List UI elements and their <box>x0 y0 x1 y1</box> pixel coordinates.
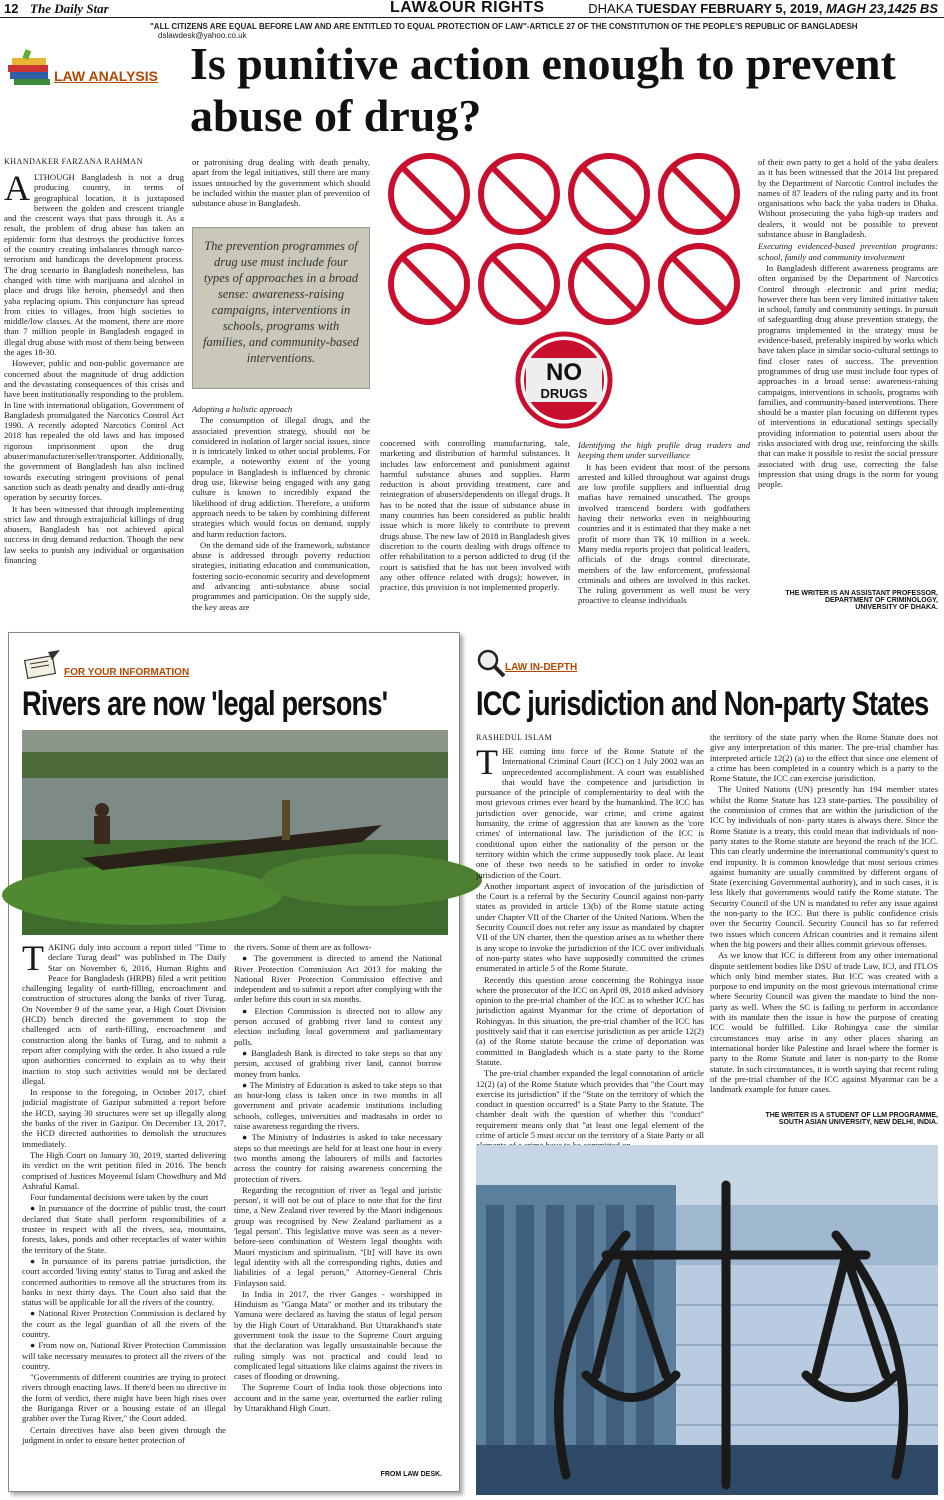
paragraph: LTHOUGH Bangladesh is not a drug producing country, in terms of geographical location, it is juxtaposed between the golden and crescent triangle and the crescent ways that pass through it. As a result, the problem of drug abuse has taken an epidemic form that destroys the productive forces of the country creating imbalances through narco-terrorism and handicaps the development process. The drug scenario in Bangladesh nonetheless, has changed with time with marijuana and alcohol in place and drugs like heroin, phensedyl and then yaba replacing opium. This conjuncture has spread from cities to villages, from high societies to middle/low classes. At the moment, there are more than 7 million people in Bangladesh engaged in illegal drug abuse with most of them being between the ages 18-30. <box>4 172 184 358</box>
paragraph: the territory of the state party when the Rome Statute does not give any interpretation of this matter. The pre-trial chamber has interpreted article 12(2) (a) to the effect that since one element of a crime has been completed in a country which is a party to the Rome Statute, the ICC can exercise jurisdiction. <box>710 732 938 784</box>
no-drugs-illustration <box>381 150 751 440</box>
sign-label-drugs: DRUGS <box>540 386 588 401</box>
subheading: Identifying the high profile drug traders and keeping them under surveillance <box>578 440 750 461</box>
bullet-item: ● From now on, National River Protection Commission will take necessary measures to protect all the rivers of the country. <box>22 1340 226 1371</box>
paragraph: Four fundamental decisions were taken by the court <box>30 1192 209 1203</box>
no-bong-icon <box>571 156 647 232</box>
icc-building-photo <box>476 1145 938 1495</box>
paragraph: HE coming into force of the Rome Statute of the International Criminal Court (ICC) on 1 July 2002 was an unprecedented accomplishment. A court was established that would have the competence and jurisdiction in pursuance of the principle of complementarity to deal with the most grievous crimes ever heard by the humankind. The ICC has jurisdiction over genocide, war crime, and crime against humanity, the crime of aggression that are known as the 'core crimes' of international law. The jurisdiction of the ICC is conditional upon either the nationality of the person or the territory within which the crime supposedly took place. At least one of these two needs to be satisfied in order to invoke jurisdiction of the Court. <box>476 746 704 880</box>
credit-line: SOUTH ASIAN UNIVERSITY, NEW DELHI, INDIA. <box>778 1119 938 1126</box>
subheading: Executing evidenced-based prevention programs: school, family and community involvement <box>758 241 938 262</box>
article3-headline: ICC jurisdiction and Non-party States <box>476 685 929 723</box>
books-icon <box>4 48 54 88</box>
paragraph: The United Nations (UN) presently has 194 member states whilst the Rome Statute has 123 state-parties. The possibility of the commission of crimes that are within the jurisdiction of the ICC by individuals of non- party states is always there. Since the Rome Statute is a treaty, this could mean that individuals of non-party states to the Rome statute are beyond the reach of the ICC. This can clearly undermine the international community's quest to end impunity. It is common knowledge that most serious crimes against humanity are usually committed by different organs of State (exercising Governmental authority), and in such cases, it is less likely that governments would ratify the Rome statute. The Security Council of the UN is mandated to refer any issue against the non-party to the ICC. But there is public confidence crisis over the Security Council. Security Council has so far referred two issues which concern African countries and it remains silent when the big powers and their allies commit grievous offenses. <box>710 784 938 949</box>
dateline-bangla: MAGH 23,1425 BS <box>826 1 938 16</box>
paragraph: The High Court on January 30, 2019, started delivering its verdict on the writ petition filed in 2016. The bench comprised of Justices Moyeenul Islam Chowdhury and Md Ashraful Kamal. <box>22 1149 226 1191</box>
article2-kicker: FOR YOUR INFORMATION <box>64 667 190 678</box>
page-number: 12 <box>4 1 19 16</box>
article1-column-4 <box>578 438 750 616</box>
bullet-item: ● The Ministry of Education is asked to take steps so that an hour-long class is taken once in two months in all government and private academic institutions including schools, colleges, universities and madrasahs in order to raise awareness regarding the rivers. <box>234 1079 442 1132</box>
desk-email: dslawdesk@yahoo.co.uk <box>158 31 247 40</box>
paragraph: As we know that ICC is different from any other international dispute settlement bodies like DSU of trade Law, ICJ, and ITLOS which only bind member states. But ICC was created with a purpose to end impunity on the most grievous international crime where Security Council was given the mandate to bind the non-party as well. When the SC is failing to perform in accordance with its mandate then the issue is how the purpose of creating ICC would be fulfilled. Like Rohingya case the similar circumstances may arise in any other places sharing an international border like Palestine and Israel where the former is party to the Rome Statute and later is non-party to the Rome statute. In such circumstances, it is worth saying that recent ruling of the pre-trial chamber of the ICC against Myanmar can be a landmark example for future cases. <box>710 950 938 1095</box>
bullet-item: ● The Ministry of Industries is asked to take necessary steps so that meetings are held for at least one hour in every two months among the labourers of mills and factories across the country for raising awareness concerning the protection of rivers. <box>234 1132 442 1184</box>
paragraph: On the demand side of the framework, substance abuse is addressed through poverty reduction strategies, initiating education and communication, fostering socio-economic security and development and advancing anti-substance abuse social programmes and participation. On the supply side, the key areas are <box>192 539 370 612</box>
article1-column-2-bottom <box>192 402 370 614</box>
bullet-item: ● Election Commission is directed not to allow any person accused of grabbing river land to contest any election including local government and parliamentary polls. <box>234 1005 442 1047</box>
no-syringe-icon <box>391 156 467 232</box>
article3-byline: RASHEDUL ISLAM <box>476 733 553 742</box>
paper-name: The Daily Star <box>30 1 109 16</box>
article3-credit <box>700 1112 938 1126</box>
paragraph: concerned with controlling manufacturing, sale, marketing and distribution of harmful substances. It includes law enforcement and punishment against harmful substance abuses and supplies. Harm reduction is about providing treatment, care and reintegration of abusers/dependents on illegal drugs. It has to be noted that the issue of substance abuse in many countries has been considered as public health issue which is more likely to contribute to prevent drugs abuse. The new law of 2018 in Bangladesh gives discretion to the courts dealing with drugs offence to offer rehabilitation to a person addicted to drug (if the court is satisfied that he has not been involved with any other offence related with drugs); however, in practice, this provision is not implemented properly. <box>380 438 570 593</box>
dateline-date: TUESDAY FEBRUARY 5, 2019, <box>635 1 823 16</box>
paragraph: The consumption of illegal drugs, and the associated prevention strategy, should not be considered in isolation of larger social issues, since it is intricately linked to other social problems. For example, a noteworthy extent of the young populace in Bangladesh is influenced by chronic drug use, likewise being engaged with any gang culture is known to incredibly expand the likelihood of drug addiction. Therefore, a uniform approach needs to be taken by combining different strategies which would focus on demand, supply and harm reduction factors. <box>192 415 370 539</box>
paragraph: Recently this question arose concerning the Rohingya issue where the prosecutor of the ICC on April 09, 2018 asked advisory opinion to the pre-trial chamber of the ICC as to whether ICC has jurisdiction against Myanmar for the crime of deportation of Rohingyas. In this situation, the pre-trial chamber of the ICC has positively said that it can exercise jurisdiction as per article 12(2) (a) of the Rome statute because the crime of deportation was committed in Bangladesh which is a state party to the Rome Statute. <box>476 974 704 1067</box>
no-marijuana-icon <box>481 156 557 232</box>
section-title: LAW&OUR RIGHTS <box>390 0 545 16</box>
article1-column-3 <box>380 438 570 616</box>
pullquote: The prevention programmes of drug use must include four types of approaches in a broad sense: awareness-raising campaigns, interventions in schools, programs with families, and community-based interventions. <box>192 227 370 389</box>
bullet-item: ● In pursuance of the doctrine of public trust, the court declared that State shall perform responsibilities of a trustee in respect with all the rivers, sea, mountains, forests, lakes, ponds and other receptacles of water within the territory of the State. <box>22 1203 226 1255</box>
paragraph: the rivers. Some of them are as follows- <box>234 942 372 952</box>
article3-kicker: LAW IN-DEPTH <box>505 662 578 673</box>
dropcap: T <box>22 938 44 978</box>
article1-column-1 <box>4 168 184 614</box>
dropcap: T <box>476 742 498 782</box>
subheading: Adopting a holistic approach <box>192 404 293 414</box>
paragraph: The Supreme Court of India took those objections into account and in the same year, overturned the earlier ruling by Uttarakhand High Court. <box>234 1382 442 1414</box>
article1-credit <box>758 590 938 611</box>
masthead <box>0 0 944 18</box>
sign-label-no: NO <box>546 359 582 386</box>
river-photo <box>22 730 448 935</box>
paragraph: In Bangladesh different awareness programs are often organised by the Department of Narcotics Control through electronic and print media; however there has been very limited initiative taken in school, family and community settings. In pursuit of safeguarding drug abuse prevention strategy, the programs implemented in the strategy must be evidence-based, preferably inspired by works which have taken place in similar socio-cultural settings to find closer rates of success. The prevention programmes of drug use must include four types of approaches in a broad sense: awareness-raising campaigns, interventions in schools, programs with families, and community-based interventions. There should be a master plan focusing on different types of interventions in educational settings specially providing information to potential users about the risks associated with drug use, reinforcing the skills that can make it possible to resist the social pressure associated with drug use, correcting the false impression that using drugs is the norm for young people. <box>758 262 938 490</box>
paragraph: Another important aspect of invocation of the jurisdiction of the Court is a referral by the Security Council against non-party states as provided in article 13(b) of the Rome statute acting under Chapter VII of the Charter of the United Nations. When the Security Council does not refer any issue as mandated by chapter VII of the UN charter, then the question arises as to whether there is any scope to invoke the jurisdiction of the ICC over individuals of non-party states who have supposedly committed the crimes enumerated in article 5 of the Rome Statute. <box>476 880 704 974</box>
article1-kicker: LAW ANALYSIS <box>54 68 158 84</box>
no-pills-icon <box>391 246 467 322</box>
credit-line: DEPARTMENT OF CRIMINOLOGY, <box>824 597 938 604</box>
paragraph: AKING duly into account a report titled "Time to declare Turag dead" was published in The Daily Star on November 6, 2016, Human Rights and Peace for Bangladesh (HRPB) filed a writ petition challenging legality of earth-filling, encroachment and construction of structures along the banks of river Turag. On November 9 of the same year, a High Court Division (HCD) bench directed the government to stop the challenged acts of earth-filling, encroachment and construction along the banks of Turag, and to submit a report after complying with the order. It also issued a rule upon authorities concerned to explain as to why their inaction to stop such activities would not be declared illegal. <box>22 942 226 1086</box>
paragraph: It has been evident that most of the persons arrested and killed throughout war against drugs are low profile suppliers and influential drug mafias have remained unscathed. The groups involved transcend borders with godfathers having their networks even in neighbouring countries and it is estimated that they make a net profit of more than TK 10 million in a week. Many media reports project that political leaders, officials of the drugs control directorate, members of the law enforcement, professional criminals and others are involved in this racket. The ruling government as well must be very proactive to cleanse individuals <box>578 461 750 606</box>
paragraph: It has been witnessed that through implementing strict law and through extrajudicial killings of drug abusers, Bangladesh has not achieved apical success in drug demand reduction. Though the new law seeks to punish any individual or organisation financing <box>4 503 184 565</box>
paragraph: Certain directives have also been given through the judgment in order to ensure better protection of <box>22 1424 226 1445</box>
magnifier-icon <box>474 648 508 678</box>
bullet-item: ● Bangladesh Bank is directed to take steps so that any person, accused of grabbing river land, cannot borrow money from banks. <box>234 1047 442 1079</box>
article2-column-1 <box>22 938 226 1482</box>
article2-column-2 <box>234 942 442 1462</box>
paragraph: or patronising drug dealing with death penalty, apart from the legal initiatives, still there are many issues untouched by the government which should be included within the master plan of prevention of substance abuse in Bangladesh. <box>192 157 370 209</box>
bullet-item: ● National River Protection Commission is declared by the court as the legal guardian of all the rivers of the country. <box>22 1308 226 1339</box>
no-spoon-icon <box>571 246 647 322</box>
credit-line: THE WRITER IS A STUDENT OF LLM PROGRAMME, <box>765 1112 938 1119</box>
scroll-quill-icon <box>22 650 62 680</box>
paragraph: Regarding the recognition of river as 'legal and juristic person', it will not be out of place to note that for the first time, a New Zealand river revered by the Maori indigenous group was recognised by New Zealand parliament as a 'legal person'. This legislative move was seen as a never-before-seen combination of Western legal thoughts with Maori mysticism and spiritualism. "[It] will have its own legal identity with all the corresponding rights, duties and liabilities of a legal person," Attorney-General Chris Finlayson said. <box>234 1184 442 1288</box>
paragraph: "Governments of different countries are trying to protect rivers through enacting laws. If there'd been no directive in the form of verdict, there might have been high rises over the Buriganga River or a housing estate of an illegal grabber over the Turag River," the Court added. <box>22 1372 226 1424</box>
paragraph: In India in 2017, the river Ganges - worshipped in Hinduism as "Ganga Mata" or mother and its tributary the Yamuna were declared as having the status of legal person by the High Court of Uttarakhand. But Uttarakhand's state government took the issue to the Supreme Court arguing that the declaration was legally unsustainable because the ruling simply was not practical and could lead to complicated legal situations like claims against the rivers in cases of flooding or drowning. <box>234 1288 442 1382</box>
no-mushroom-icon <box>661 156 737 232</box>
no-injection-icon <box>481 246 557 322</box>
bullet-item: ● The government is directed to amend the National River Protection Commission Act 2013 for making the National River Protection Commission effective and independent and to submit a report after complying with the order before this court in six months. <box>234 953 442 1005</box>
paragraph: of their own party to get a hold of the yaba dealers as it has been witnessed that the 2014 list prepared by the Department of Narcotic Control includes the names of 87 leaders of the ruling party and its front organisations who back the yaba traders in Dhaka. Without prosecuting the yaba high-up traders and dealers, it would not be possible to prevent substance abuse in Bangladesh. <box>758 157 938 240</box>
article1-column-2-top <box>192 157 370 221</box>
article1-byline: KHANDAKER FARZANA RAHMAN <box>4 157 143 166</box>
bullet-item: ● In pursuance of its parens patriae jurisdiction, the court accorded 'living entity' status to Turag and asked the concerned authorities to remove all the structures from its banks in next thirty days. The Court also said that the status will be applicable for all the rivers of the country. <box>22 1255 226 1308</box>
paragraph: In response to the foregoing, in October 2017, chief judicial magistrate of Gazipur submitted a report before the HCD, saying 30 structures were set up illegally along the banks of the river in Gazipur. On December 13, 2017, the HCD directed authorities to demolish the structures immediately. <box>22 1087 226 1149</box>
credit-line: UNIVERSITY OF DHAKA. <box>855 604 938 611</box>
dateline-city: DHAKA <box>588 1 633 16</box>
paragraph: However, public and non-public governance are concerned about the magnitude of drug addiction and the devastating consequences of this crisis and have been institutionally responding to the problem. In line with international obligation, Government of Bangladesh promulgated the Narcotics Control Act 1990. A recently adopted Narcotics Control Act 2018 has repealed the old laws and has imposed rigorous imprisonment upon the drug abuser/manufacturer/seller/transporter. Additionally, the government of Bangladesh has also inclined towards executing stringent provisions of penal sanction such as death penalty and deadly anti-drug operation by security forces. <box>4 358 184 503</box>
article1-column-5 <box>758 157 938 587</box>
article1-headline: Is punitive action enough to prevent abuse of drug? <box>190 38 896 141</box>
paragraph: The pre-trial chamber expanded the legal connotation of article 12(2) (a) of the Rome Statute which provides that "the Court may exercise its jurisdiction" if the "State on the territory of which the conduct in question occurred" is a State Party to the Statute. The chamber dealt with the question of whether this "conduct" requirement means only that "at least one legal element of the crime of article 5 must occur on the territory of a State Party or all <box>476 1068 704 1140</box>
constitution-quote: "ALL CITIZENS ARE EQUAL BEFORE LAW AND ARE ENTITLED TO EQUAL PROTECTION OF LAW"-ARTICLE 27 OF THE CONSTITUTION OF THE PEOPLE'S REPUBLIC OF BANGLADESH <box>150 22 858 31</box>
dateline <box>588 1 938 16</box>
no-glue-icon <box>661 246 737 322</box>
article3-column-2 <box>710 732 938 1107</box>
dropcap: A <box>4 168 30 208</box>
article3-column-1 <box>476 742 704 1140</box>
article2-credit: FROM LAW DESK. <box>380 1471 442 1478</box>
article2-headline: Rivers are now 'legal persons' <box>22 685 388 723</box>
credit-line: THE WRITER IS AN ASSISTANT PROFESSOR, <box>785 590 938 597</box>
